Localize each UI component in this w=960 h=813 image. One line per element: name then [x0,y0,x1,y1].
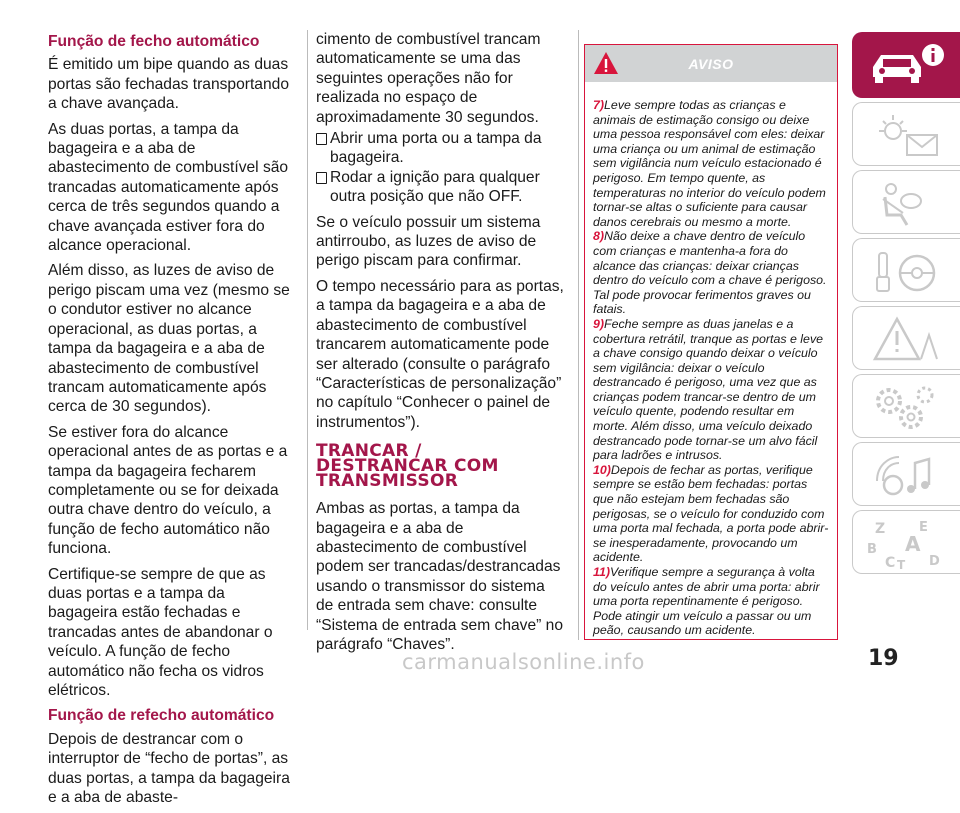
warning-road-icon [867,315,953,365]
warning-item-number: 10) [593,462,611,477]
heading-auto-relock: Função de refecho automático [48,707,275,725]
tab-media-phone[interactable] [852,442,960,506]
paragraph: cimento de combustível trancam automaticamente se uma das seguintes operações não for realizada no espaço de aproximadamente 30 segundos. [316,31,541,126]
warning-item-text: Leve sempre todas as crianças e animais de estimação consigo ou deixe uma pessoa responsável com eles: deixar uma criança ou um animal de estimação sem vigilância num veículo estacionado é perigoso. Em tempo quente, as temperaturas no interior do veículo podem tornar-se altas o suficiente para causar danos cerebrais ou mesmo a morte. [593,98,826,229]
heading-auto-lock: Função de fecho automático [48,33,260,50]
paragraph: Se o veículo possuir um sistema antirroubo, as luzes de aviso de perigo piscam para confirmar. [316,213,541,270]
warning-body [585,82,837,638]
gears-icon [867,383,953,433]
warning-item-number: 11) [593,565,610,579]
column-divider-right [578,30,579,640]
warning-header [585,45,837,82]
tab-index[interactable] [852,510,960,574]
tab-key-steering[interactable] [852,238,960,302]
warning-item [593,317,829,463]
index-letter: B [867,542,877,557]
warning-item-text: Verifique sempre a segurança à volta do veículo antes de abrir uma porta: abrir uma porta repentinamente é perigoso. Pode atingir um veículo a passar ou um peão, causando um acidente. [593,565,820,638]
text-column-2 [316,30,566,660]
paragraph: Certifique-se sempre de que as duas portas e a tampa da bagageira estão fechadas e trancadas antes de abandonar o veículo. A função de fecho automático não fecha os vidros elétricos. [48,565,273,699]
warning-item [593,463,829,565]
lights-mail-icon [867,111,953,161]
tab-car-info[interactable] [852,32,960,98]
warning-item-text: Não deixe a chave dentro de veículo com crianças e mantenha-a fora do alcance das crianças: deixar crianças dentro do veículo com a chave é perigoso. Tal pode provocar ferimentos graves ou fatais. [593,229,827,317]
index-letter: D [929,554,940,569]
heading-line: TRANCAR / [316,441,422,462]
paragraph: Depois de destrancar com o interruptor de “fecho de portas”, as duas portas, a tampa da bagageira e a aba de abaste- [48,730,290,807]
column-divider-left [307,30,308,630]
paragraph: Além disso, as luzes de aviso de perigo piscam uma vez (mesmo se o condutor estiver no alcance operacional, as duas portas, a tampa da bagageira e a aba de abastecimento de combustível trancam automaticamente após cerca de 30 segundos). [48,262,290,416]
index-letter: Z [875,521,886,537]
warning-item [593,98,829,229]
airbag-seat-icon [867,179,953,229]
warning-title: AVISO [688,56,734,72]
media-phone-icon [867,451,953,501]
heading-line: DESTRANCAR COM [316,456,499,477]
index-letter: C [885,555,896,571]
paragraph: Ambas as portas, a tampa da bagageira e a aba de abastecimento de combustível podem ser trancadas/destrancadas usando o transmissor do sistema de entrada sem chave: consulte “Sistema de entrada sem chave” no parágrafo “Chaves”. [316,500,564,653]
warning-item-number: 8) [593,229,605,244]
warning-item [593,229,829,317]
heading-remote-lock [316,441,566,492]
text-column-1 [48,30,298,813]
car-info-icon [867,41,953,93]
paragraph: As duas portas, a tampa da bagageira e a aba de abastecimento de combustível são trancadas automaticamente após cerca de três segundos quando a chave avançada estiver fora do alcance operacional. [48,120,289,255]
warning-item-text: Feche sempre as duas janelas e a cobertura retrátil, tranque as portas e leve a chave consigo quando deixar o veículo sem vigilância: deixar o veículo destrancado é perigoso, uma vez que as crianças podem trancar-se dentro de um veículo quente, podendo resultar em morte. Além disso, uma veículo deixado destrancado pode tornar-se um alvo fácil para ladrões e intrusos. [593,316,824,463]
paragraph: É emitido um bipe quando as duas portas são fechadas transportando a chave avançada. [48,56,289,113]
warning-item-number: 7) [593,98,605,112]
key-steering-icon [867,247,953,297]
warning-item-number: 9) [593,316,605,331]
heading-line: TRANSMISSOR [316,471,459,492]
index-letter: A [905,532,921,556]
bullet-item: Abrir uma porta ou a tampa da bagageira. [316,129,566,168]
index-letters-icon [867,519,953,571]
paragraph: Se estiver fora do alcance operacional antes de as portas e a tampa da bagageira fecharem completamente ou se for deixada outra chave dentro do veículo, a função de fecho automático não funciona. [48,423,288,558]
bullet-item: Rodar a ignição para qualquer outra posição que não OFF. [316,168,566,207]
tab-gears[interactable] [852,374,960,438]
watermark: carmanualsonline.info [402,650,645,674]
page-number: 19 [868,646,899,671]
tab-lights-mail[interactable] [852,102,960,166]
index-letter: E [919,520,928,535]
paragraph: O tempo necessário para as portas, a tampa da bagageira e a aba de abastecimento de combustível trancarem automaticamente pode ser alterado (consulte o parágrafo “Características de personalização” no capítulo “Conhecer o painel de instrumentos”). [316,277,564,431]
tab-airbag-seat[interactable] [852,170,960,234]
warning-item [593,565,829,638]
warning-item-text: Depois de fechar as portas, verifique sempre se estão bem fechadas: portas que não estejam bem fechadas são perigosas, se o veículo for conduzido com uma porta mal fechada, a porta pode abrir-se inesperadamente, provocando um acidente. [593,462,829,565]
warning-box [584,44,838,640]
index-letter: T [897,558,906,572]
tab-warning-road[interactable] [852,306,960,370]
